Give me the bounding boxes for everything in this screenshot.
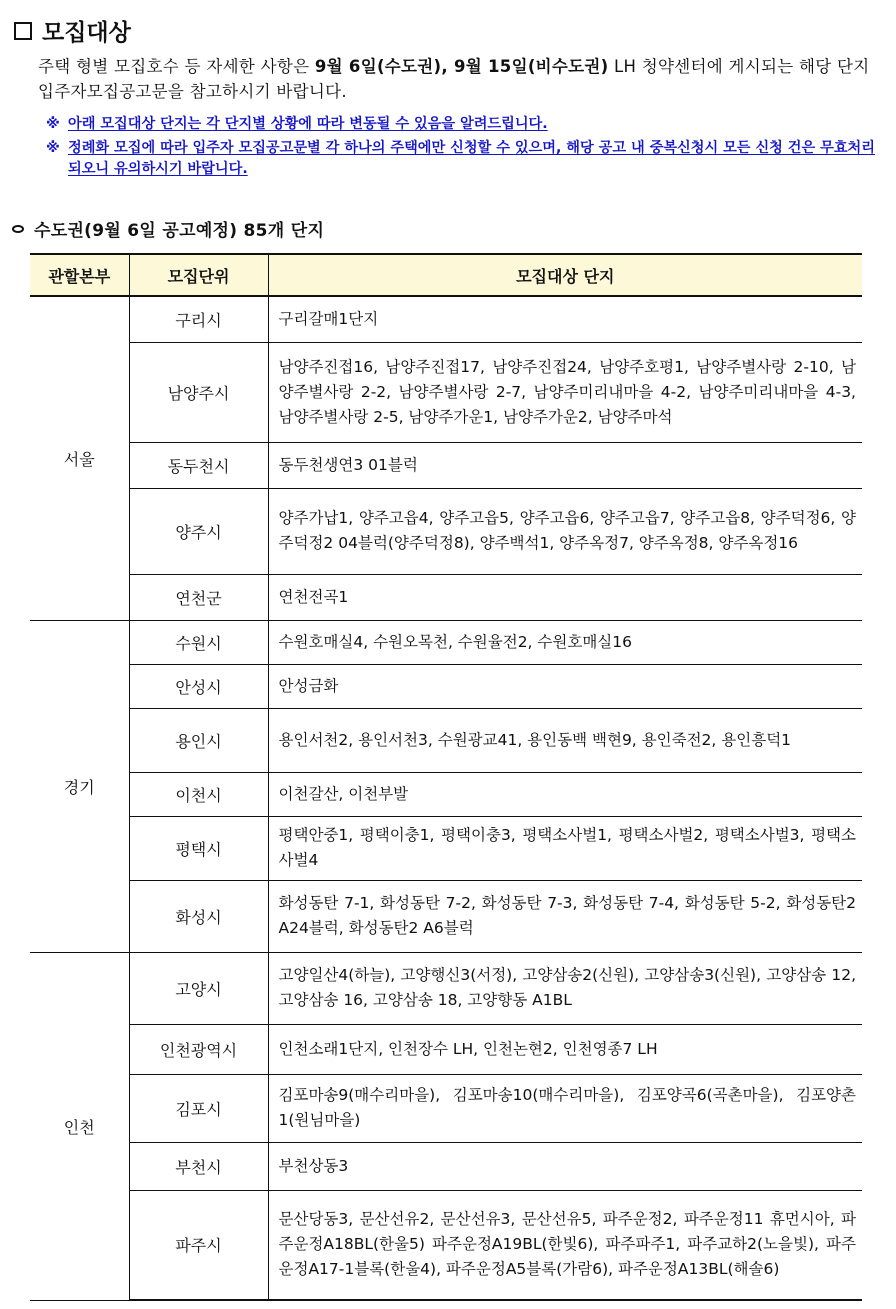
unit-cell: 인천광역시	[129, 1024, 268, 1074]
header-sites: 모집대상 단지	[268, 254, 862, 296]
sites-cell: 안성금화	[268, 664, 862, 708]
recruitment-table	[30, 253, 862, 1301]
unit-cell: 동두천시	[129, 442, 268, 488]
square-bullet-icon	[14, 22, 32, 40]
region-cell: 서울	[30, 296, 129, 620]
header-unit: 모집단위	[129, 254, 268, 296]
sites-cell: 화성동탄 7-1, 화성동탄 7-2, 화성동탄 7-3, 화성동탄 7-4, 화성동탄 5-2, 화성동탄2 A24블럭, 화성동탄2 A6블럭	[268, 880, 862, 952]
circle-bullet-icon	[12, 225, 24, 233]
table-row	[30, 442, 862, 488]
intro-text-2: LH 청약센터에 게시되는 해당 단지 입주자모집공고문을 참고하시기 바랍니다.	[38, 57, 870, 101]
notice-text: 정례화 모집에 따라 입주자 모집공고문별 각 하나의 주택에만 신청할 수 있으며, 해당 공고 내 중복신청시 모든 신청 건은 무효처리 되오니 유의하시기 바랍니다.	[68, 140, 875, 177]
table-row	[30, 574, 862, 620]
unit-cell: 이천시	[129, 772, 268, 816]
sites-cell: 고양일산4(하늘), 고양행신3(서정), 고양삼송2(신원), 고양삼송3(신원), 고양삼송 12, 고양삼송 16, 고양삼송 18, 고양향동 A1BL	[268, 952, 862, 1024]
table-row	[30, 1024, 862, 1074]
table-row	[30, 296, 862, 342]
unit-cell: 김포시	[129, 1074, 268, 1142]
table-row	[30, 1190, 862, 1300]
table-row	[30, 620, 862, 664]
table-row	[30, 708, 862, 772]
table-row	[30, 772, 862, 816]
sites-cell: 문산당동3, 문산선유2, 문산선유3, 문산선유5, 파주운정2, 파주운정11 휴먼시아, 파주운정A18BL(한울5) 파주운정A19BL(한빛6), 파주파주1, 파주교하2(노을빛), 파주운정A17-1블록(한울4), 파주운정A5블록(가람6), 파주운정A13BL(해솔6)	[268, 1190, 862, 1300]
table-row	[30, 488, 862, 574]
unit-cell: 화성시	[129, 880, 268, 952]
region-cell: 경기	[30, 620, 129, 952]
intro-text-1: 주택 형별 모집호수 등 자세한 사항은	[38, 57, 315, 76]
intro-dates: 9월 6일(수도권), 9월 15일(비수도권)	[314, 57, 609, 76]
notice-item	[46, 114, 881, 135]
unit-cell: 부천시	[129, 1142, 268, 1190]
unit-cell: 용인시	[129, 708, 268, 772]
unit-cell: 연천군	[129, 574, 268, 620]
table-row	[30, 1142, 862, 1190]
region-cell: 인천	[30, 952, 129, 1300]
sites-cell: 수원호매실4, 수원오목천, 수원율전2, 수원호매실16	[268, 620, 862, 664]
notice-list	[46, 114, 881, 183]
subsection-heading	[12, 216, 324, 241]
sites-cell: 용인서천2, 용인서천3, 수원광교41, 용인동백 백현9, 용인죽전2, 용인흥덕1	[268, 708, 862, 772]
sites-cell: 부천상동3	[268, 1142, 862, 1190]
table-row	[30, 664, 862, 708]
table-row	[30, 1074, 862, 1142]
sites-cell: 동두천생연3 01블럭	[268, 442, 862, 488]
unit-cell: 양주시	[129, 488, 268, 574]
table-header-row	[30, 254, 862, 296]
sites-cell: 평택안중1, 평택이충1, 평택이충3, 평택소사벌1, 평택소사벌2, 평택소사벌3, 평택소사벌4	[268, 816, 862, 880]
table-row	[30, 880, 862, 952]
notice-item	[46, 138, 881, 180]
unit-cell: 남양주시	[129, 342, 268, 442]
sites-cell: 인천소래1단지, 인천장수 LH, 인천논현2, 인천영종7 LH	[268, 1024, 862, 1074]
unit-cell: 고양시	[129, 952, 268, 1024]
reference-mark-icon: ※	[46, 116, 60, 132]
unit-cell: 구리시	[129, 296, 268, 342]
unit-cell: 안성시	[129, 664, 268, 708]
sites-cell: 이천갈산, 이천부발	[268, 772, 862, 816]
subsection-title: 수도권(9월 6일 공고예정) 85개 단지	[34, 221, 325, 241]
unit-cell: 파주시	[129, 1190, 268, 1300]
table-row	[30, 816, 862, 880]
sites-cell: 김포마송9(매수리마을), 김포마송10(매수리마을), 김포양곡6(곡촌마을), 김포양촌1(원님마을)	[268, 1074, 862, 1142]
notice-text: 아래 모집대상 단지는 각 단지별 상황에 따라 변동될 수 있음을 알려드립니다.	[68, 116, 548, 132]
table-row	[30, 342, 862, 442]
table-row	[30, 952, 862, 1024]
sites-cell: 양주가납1, 양주고읍4, 양주고읍5, 양주고읍6, 양주고읍7, 양주고읍8, 양주덕정6, 양주덕정2 04블럭(양주덕정8), 양주백석1, 양주옥정7, 양주옥정8, 양주옥정16	[268, 488, 862, 574]
section-title: 모집대상	[42, 20, 131, 46]
unit-cell: 수원시	[129, 620, 268, 664]
unit-cell: 평택시	[129, 816, 268, 880]
sites-cell: 남양주진접16, 남양주진접17, 남양주진접24, 남양주호평1, 남양주별사랑 2-10, 남양주별사랑 2-2, 남양주별사랑 2-7, 남양주미리내마을 4-2, 남양주미리내마을 4-3, 남양주별사랑 2-5, 남양주가운1, 남양주가운2, 남양주마석	[268, 342, 862, 442]
header-region: 관할본부	[30, 254, 129, 296]
section-heading	[14, 14, 131, 47]
intro-paragraph	[38, 54, 878, 104]
reference-mark-icon: ※	[46, 140, 60, 156]
sites-cell: 구리갈매1단지	[268, 296, 862, 342]
sites-cell: 연천전곡1	[268, 574, 862, 620]
